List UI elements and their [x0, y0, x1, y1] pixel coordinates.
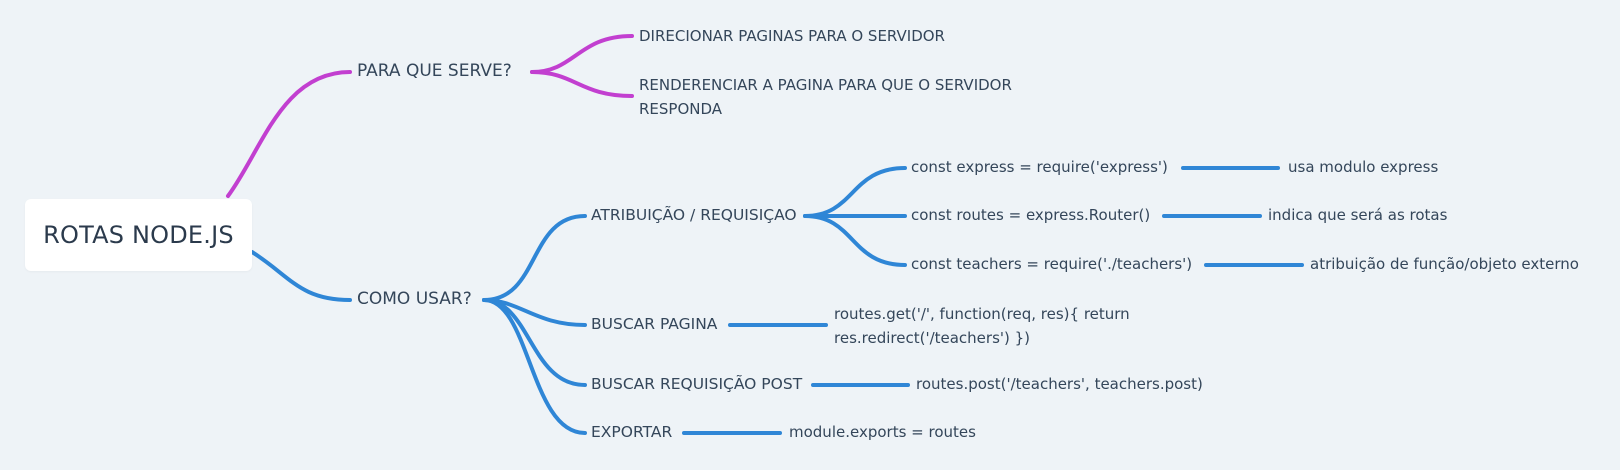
root-label: ROTAS NODE.JS: [43, 221, 234, 249]
connector-root-como-usar: [252, 252, 350, 300]
topic-direcionar-paginas[interactable]: DIRECIONAR PAGINAS PARA O SERVIDOR: [639, 27, 945, 45]
code-require-express[interactable]: const express = require('express'): [911, 158, 1168, 176]
connector-atribuicao-teachers: [805, 216, 905, 265]
topic-exportar[interactable]: EXPORTAR: [591, 423, 673, 441]
topic-renderenciar-pagina[interactable]: RENDERENCIAR A PAGINA PARA QUE O SERVIDOR RESPONDA: [639, 76, 1012, 118]
connector-para-que-serve-direcionar: [532, 36, 632, 72]
code-routes-post[interactable]: routes.post('/teachers', teachers.post): [916, 375, 1203, 393]
topic-buscar-pagina[interactable]: BUSCAR PAGINA: [591, 315, 718, 333]
note-atribuicao-externo[interactable]: atribuição de função/objeto externo: [1310, 255, 1579, 273]
connector-como-usar-atribuicao: [484, 216, 585, 300]
code-express-router[interactable]: const routes = express.Router(): [911, 206, 1151, 224]
code-routes-get[interactable]: routes.get('/', function(req, res){ return res.redirect('/teachers') }): [834, 305, 1130, 347]
code-module-exports[interactable]: module.exports = routes: [789, 423, 976, 441]
branch-para-que-serve[interactable]: PARA QUE SERVE?: [357, 61, 512, 81]
note-indica-rotas[interactable]: indica que será as rotas: [1268, 206, 1448, 224]
topic-buscar-requisicao-post[interactable]: BUSCAR REQUISIÇÃO POST: [591, 375, 803, 393]
topic-atribuicao-requisicao[interactable]: ATRIBUIÇÃO / REQUISIÇAO: [591, 206, 797, 224]
branch-como-usar[interactable]: COMO USAR?: [357, 289, 472, 309]
code-require-teachers[interactable]: const teachers = require('./teachers'): [911, 255, 1193, 273]
note-usa-modulo-express[interactable]: usa modulo express: [1288, 158, 1439, 176]
root-node[interactable]: [25, 199, 252, 271]
connector-root-para-que-serve: [228, 72, 350, 196]
connector-para-que-serve-renderenciar: [532, 72, 632, 96]
connector-atribuicao-express: [805, 168, 905, 216]
connector-como-usar-exportar: [484, 300, 585, 433]
